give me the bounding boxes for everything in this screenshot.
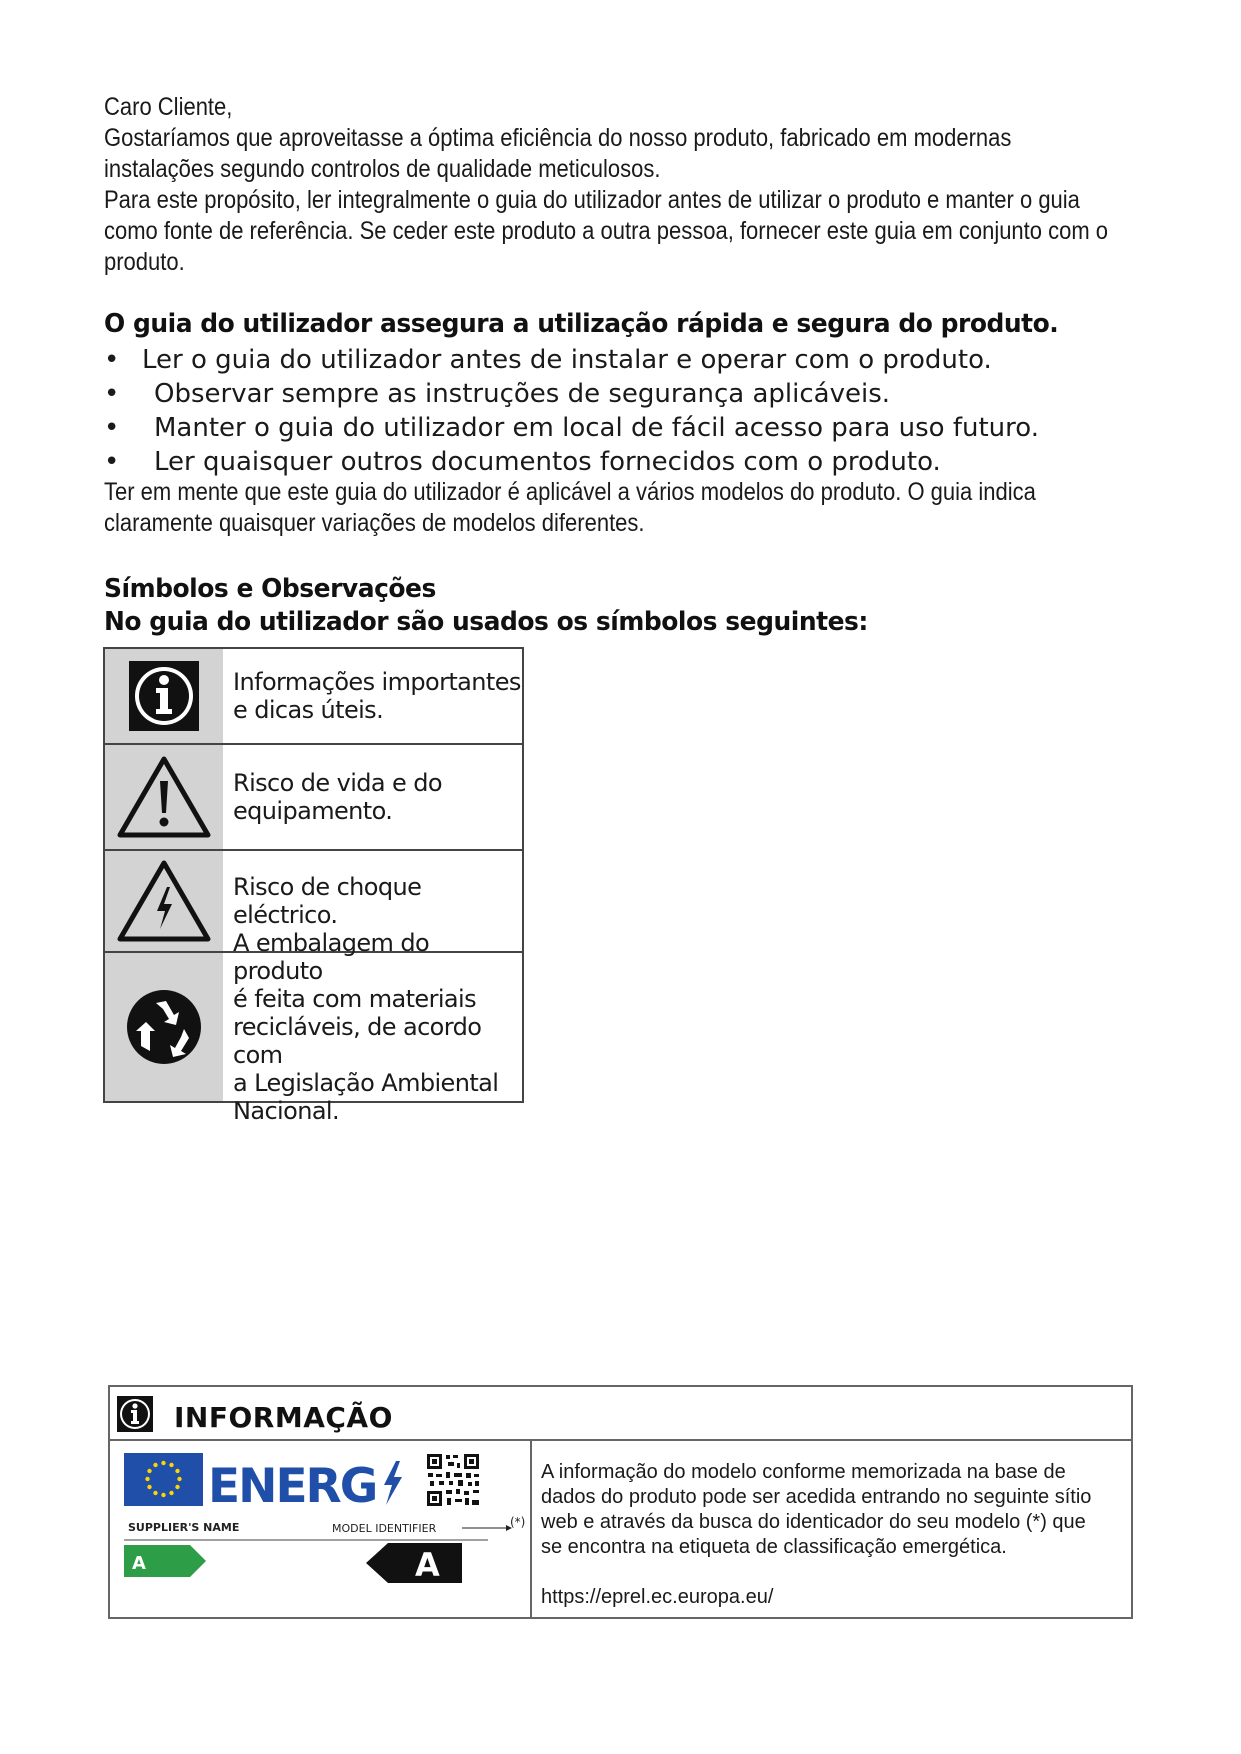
recycle-icon [126,989,202,1065]
electric-shock-icon [116,859,212,943]
asterisk-note: (*) [510,1515,526,1529]
symbols-heading: Símbolos e Observações [104,574,436,604]
info-icon [117,1396,153,1432]
note-line: Ter em mente que este guia do utilizador é aplicável a vários modelos do produto. O guia indica [104,478,1036,506]
symbol-icon-cell [105,745,223,849]
information-title: INFORMAÇÃO [174,1401,393,1434]
symbol-description: Risco de choque eléctrico. [233,873,422,929]
greeting: Caro Cliente, [104,93,233,121]
information-text [541,1460,1101,1610]
note-line: claramente quaisquer variações de modelos diferentes. [104,509,645,537]
symbols-subheading: No guia do utilizador são usados os símbolos seguintes: [104,607,868,637]
symbol-icon-cell [105,953,223,1101]
bullet-text: Manter o guia do utilizador em local de fácil acesso para uso futuro. [154,413,1039,443]
bullet-dot: • [104,345,120,375]
symbol-icon-cell [105,649,223,743]
intro-line: instalações segundo controlos de qualidade meticulosos. [104,155,661,183]
guide-heading: O guia do utilizador assegura a utilização rápida e segura do produto. [104,309,1059,339]
energy-class-left: A [132,1553,146,1574]
qr-code-icon [426,1453,480,1507]
lightning-icon [384,1461,402,1505]
information-paragraph: A informação do modelo conforme memorizada na base de dados do produto pode ser acedida entrando no seguinte sítio web e através da busca do identicador do seu modelo (*) que se encontra na etiqueta de classificação emergética. [541,1461,1092,1558]
symbol-description: Informações importantes e dicas úteis. [233,668,521,724]
energy-word: ENERG [208,1459,377,1514]
symbol-row [105,745,522,849]
bullet-item [104,377,1039,411]
symbol-row [105,929,522,1125]
information-header [110,1387,1131,1441]
bullet-dot: • [104,447,120,477]
energy-label-cell [110,1441,532,1617]
energy-label-illustration [110,1441,530,1615]
supplier-name: SUPPLIER'S NAME [128,1521,240,1534]
bullet-item [104,411,1039,445]
symbol-icon-cell [105,851,223,951]
models-note [104,477,1036,539]
bullet-item [104,343,1039,377]
symbol-description: Risco de vida e do equipamento. [233,769,442,825]
bullet-text: Observar sempre as instruções de segurança aplicáveis. [154,379,890,409]
info-icon [129,661,199,731]
symbol-row [105,649,522,743]
intro-line: como fonte de referência. Se ceder este produto a outra pessoa, fornecer este guia em conjunto com o [104,217,1109,245]
intro-line: Para este propósito, ler integralmente o guia do utilizador antes de utilizar o produto e manter o guia [104,186,1080,214]
guide-bullet-list [104,343,1039,479]
warning-icon [116,755,212,839]
model-identifier: MODEL IDENTIFIER [332,1522,437,1535]
eprel-link[interactable]: https://eprel.ec.europa.eu/ [541,1586,774,1608]
bullet-text: Ler o guia do utilizador antes de instalar e operar com o produto. [142,345,992,375]
intro-text [104,92,1109,278]
symbols-table [103,647,524,1125]
bullet-item [104,445,1039,479]
intro-line: produto. [104,248,185,276]
bullet-dot: • [104,413,120,443]
bullet-text: Ler quaisquer outros documentos fornecidos com o produto. [154,447,941,477]
symbol-description: A embalagem do produto é feita com materiais recicláveis, de acordo com a Legislação Ambiental Nacional. [233,929,499,1125]
bullet-dot: • [104,379,120,409]
energy-class-right: A [415,1546,440,1584]
intro-line: Gostaríamos que aproveitasse a óptima eficiência do nosso produto, fabricado em modernas [104,124,1012,152]
